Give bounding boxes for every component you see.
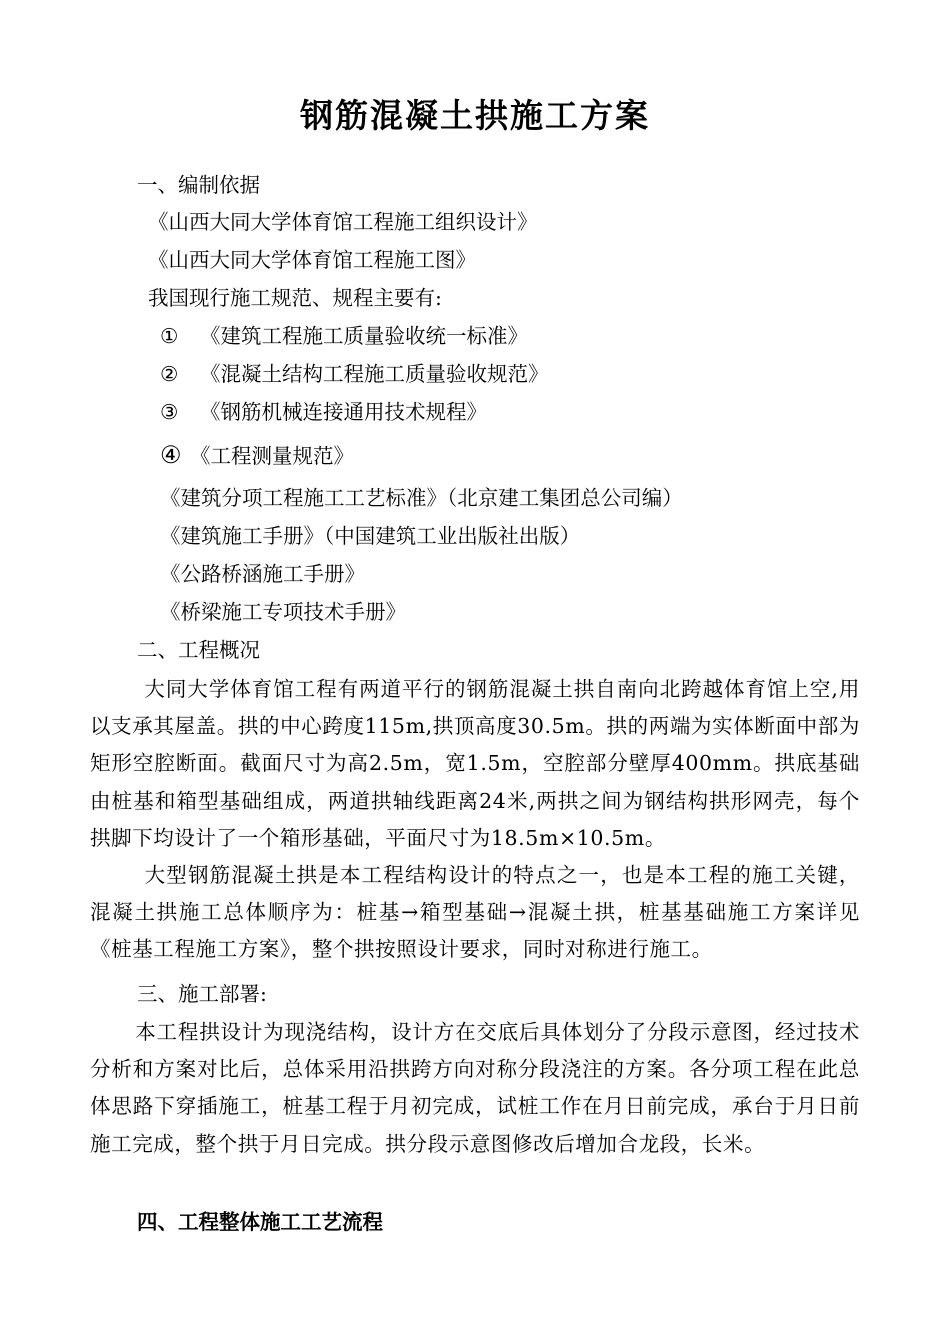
norm-text: 《混凝土结构工程施工质量验收规范》 (200, 362, 549, 386)
norm-number: ③ (160, 400, 179, 424)
norm-text: 《工程测量规范》 (190, 444, 354, 468)
norm-item (160, 397, 487, 427)
norm-number: ② (160, 362, 179, 386)
section-heading-3: 三、施工部署: (137, 982, 267, 1006)
reference-item: 《桥梁施工专项技术手册》 (160, 600, 406, 624)
norm-number: ① (160, 324, 179, 348)
document-title: 钢筋混凝土拱施工方案 (300, 96, 650, 135)
body-paragraph (90, 671, 860, 857)
norm-text: 《钢筋机械连接通用技术规程》 (200, 400, 487, 424)
section-heading-1: 一、编制依据 (137, 173, 260, 197)
reference-item: 《山西大同大学体育馆工程施工图》 (148, 248, 476, 272)
norm-item (160, 440, 354, 471)
paragraph-text: 大型钢筋混凝土拱是本工程结构设计的特点之一，也是本工程的施工关键，混凝土拱施工总体顺序为：桩基→箱型基础→混凝土拱，桩基基础施工方案详见《桩基工程施工方案》，整个拱按照设计要求，同时对称进行施工。 (90, 863, 860, 962)
section-heading-4: 四、工程整体施工工艺流程 (137, 1210, 383, 1234)
reference-item: 《公路桥涵施工手册》 (160, 562, 365, 586)
norms-intro: 我国现行施工规范、规程主要有: (148, 286, 442, 310)
reference-item: 《山西大同大学体育馆工程施工组织设计》 (148, 210, 538, 234)
paragraph-text: 大同大学体育馆工程有两道平行的钢筋混凝土拱自南向北跨越体育馆上空,用以支承其屋盖。拱的中心跨度115m,拱顶高度30.5m。拱的两端为实体断面中部为矩形空腔断面。截面尺寸为高2.5m，宽1.5m，空腔部分壁厚400mm。拱底基础由桩基和箱型基础组成，两道拱轴线距离24米,两拱之间为钢结构拱形网壳，每个拱脚下均设计了一个箱形基础，平面尺寸为18.5m×10.5m。 (90, 677, 860, 850)
reference-item: 《建筑分项工程施工工艺标准》（北京建工集团总公司编） (160, 486, 683, 510)
body-paragraph (90, 1014, 860, 1163)
paragraph-text: 本工程拱设计为现浇结构，设计方在交底后具体划分了分段示意图，经过技术分析和方案对比后，总体采用沿拱跨方向对称分段浇注的方案。各分项工程在此总体思路下穿插施工，桩基工程于月初完成，试桩工作在月日前完成，承台于月日前施工完成，整个拱于月日完成。拱分段示意图修改后增加合龙段，长米。 (90, 1020, 860, 1156)
norm-text: 《建筑工程施工质量验收统一标准》 (200, 324, 528, 348)
norm-item (160, 359, 549, 389)
body-paragraph (90, 857, 860, 969)
section-heading-2: 二、工程概况 (137, 638, 260, 662)
norm-item (160, 321, 528, 351)
reference-item: 《建筑施工手册》（中国建筑工业出版社出版） (160, 524, 581, 548)
norm-number: ④ (160, 441, 182, 469)
